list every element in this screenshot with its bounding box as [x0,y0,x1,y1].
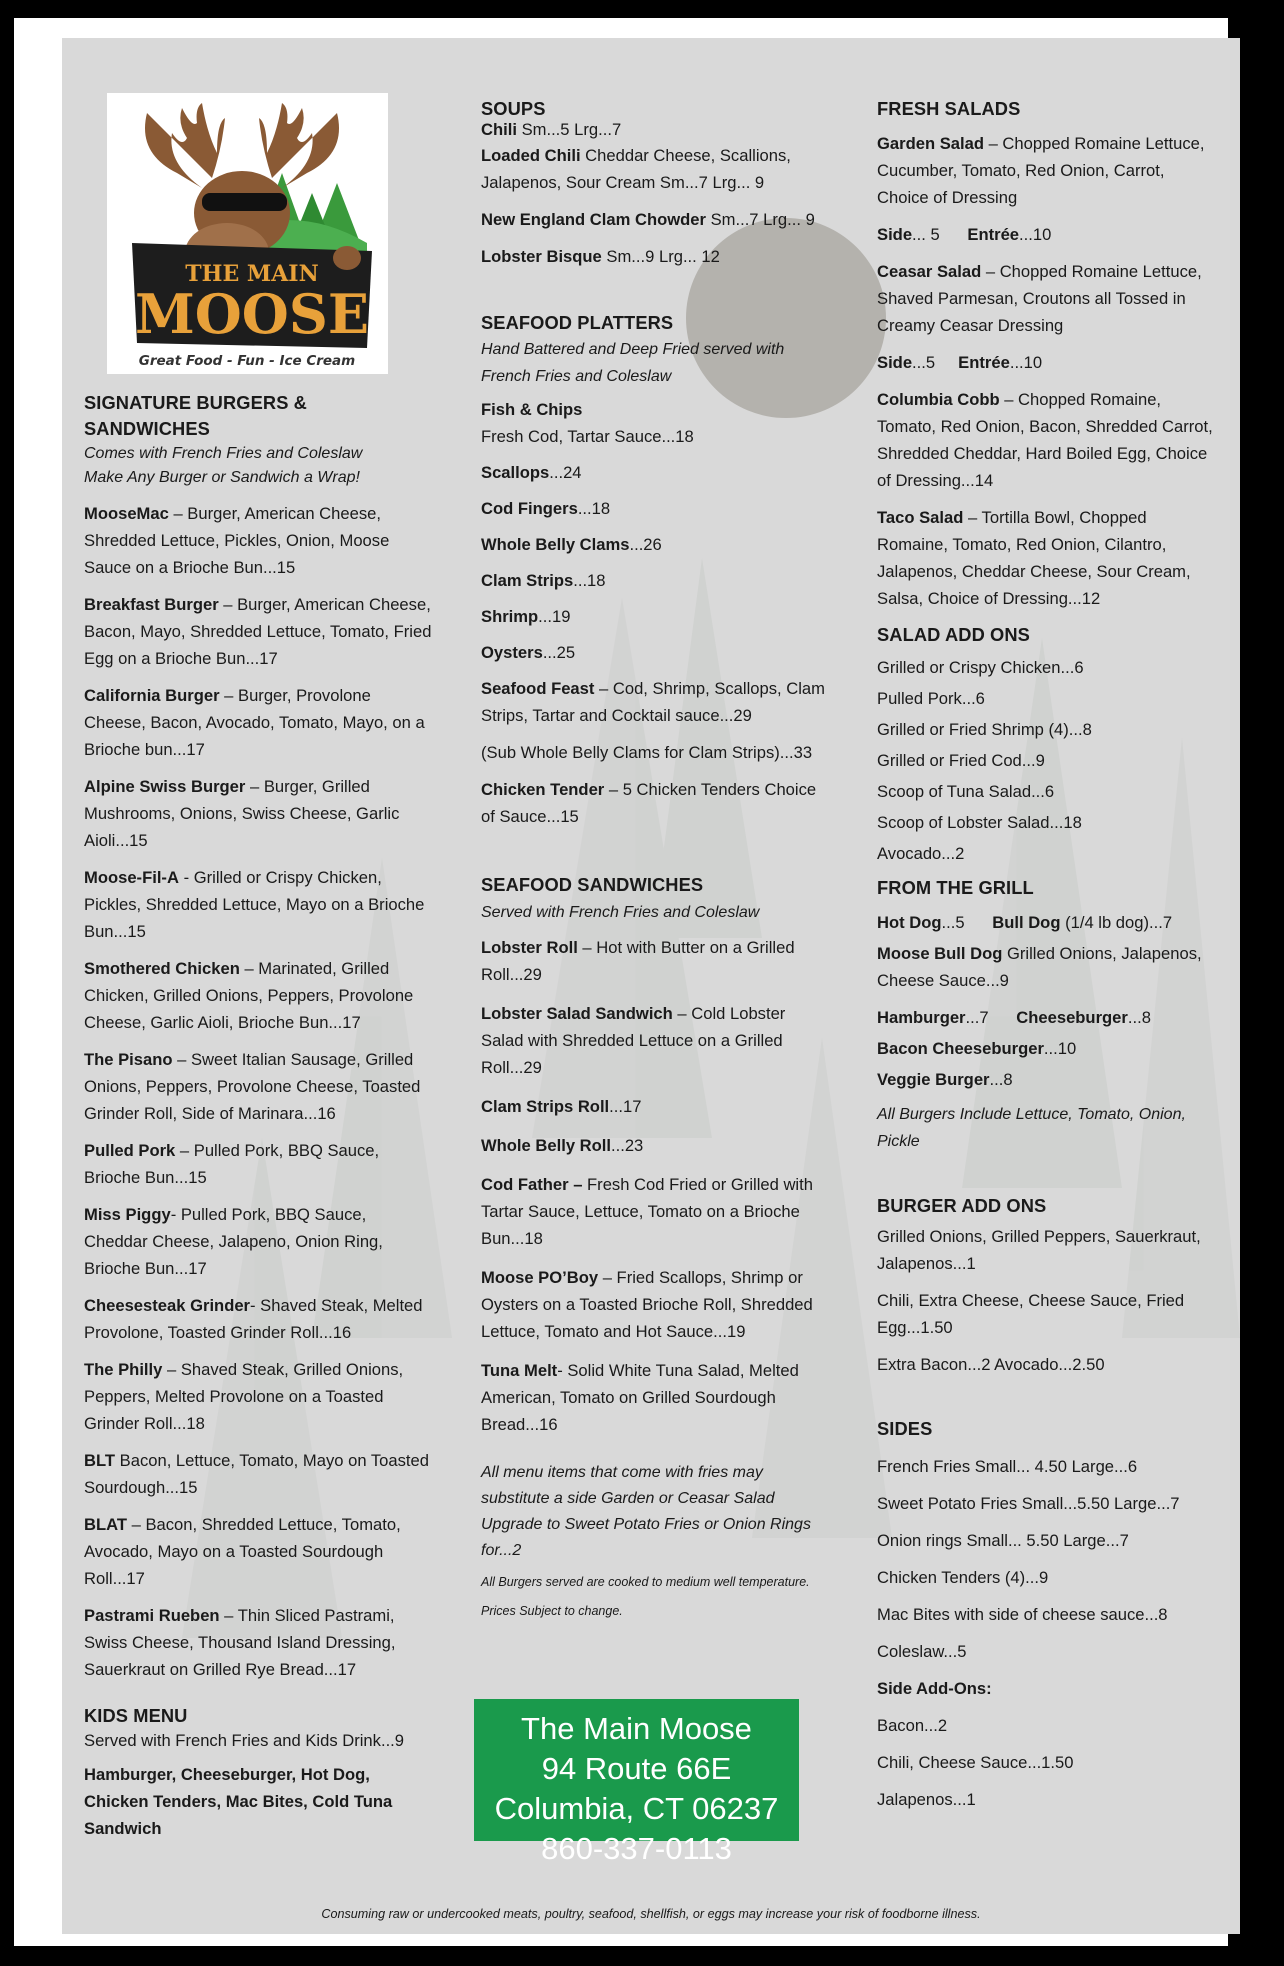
menu-item-description: Fresh Cod Fried or Grilled with Tartar Sauce, Lettuce, Tomato on a Brioche Bun...18 [481,1175,813,1248]
grill-item-moose-dog: Moose Bull Dog Grilled Onions, Jalapenos, Cheese Sauce...9 [877,944,1202,990]
menu-item-name: Smothered Chicken [84,959,240,978]
section-title-grill: FROM THE GRILL [877,877,1034,898]
list-item: Grilled Onions, Grilled Peppers, Sauerkraut, Jalapenos...1 [877,1227,1201,1273]
menu-item [481,1264,826,1345]
menu-item-description: - Pulled Pork, BBQ Sauce, Cheddar Cheese, Jalapeno, Onion Ring, Brioche Bun...17 [84,1205,383,1278]
menu-item [481,459,826,486]
menu-item-name: Miss Piggy [84,1205,171,1224]
menu-item-name: Cod Fingers [481,499,578,518]
menu-item-description: – Sweet Italian Sausage, Grilled Onions, Peppers, Provolone Cheese, Toasted Grinder Roll, Side of Marinara...16 [84,1050,421,1123]
list-item: Scoop of Tuna Salad...6 [877,782,1055,801]
menu-item [481,675,826,729]
menu-item [84,591,434,672]
cooking-note: All Burgers served are cooked to medium well temperature. [481,1575,810,1589]
platter-item-fish-desc: Fresh Cod, Tartar Sauce...18 [481,427,694,446]
prices-note: Prices Subject to change. [481,1604,623,1618]
section-title-platters: SEAFOOD PLATTERS [481,312,674,333]
menu-item [481,495,826,522]
section-title-sides: SIDES [877,1418,933,1439]
list-item: Scoop of Lobster Salad...18 [877,813,1082,832]
food-safety-disclaimer: Consuming raw or undercooked meats, poultry, seafood, shellfish, or eggs may increase your risk of foodborne illness. [321,1907,981,1921]
list-item: Pulled Pork...6 [877,689,985,708]
list-item: Avocado...2 [877,844,965,863]
section-title-burgers: SIGNATURE BURGERS & SANDWICHES [84,392,307,439]
menu-item-name: Cod Father – [481,1175,583,1194]
burgers-subtitle-1: Comes with French Fries and Coleslaw [84,445,363,462]
menu-item-name: Clam Strips Roll [481,1097,610,1116]
salad-addon-list [877,652,1217,869]
grill-item-veggie: Veggie Burger...8 [877,1070,1013,1089]
platters-subtitle: Hand Battered and Deep Fried served with French Fries and Coleslaw [481,341,785,385]
menu-item-name: Lobster Roll [481,938,578,957]
menu-item-name: Cheesesteak Grinder [84,1296,251,1315]
menu-item [481,1132,826,1159]
menu-item-description: – Bacon, Shredded Lettuce, Tomato, Avocado, Mayo on a Toasted Sourdough Roll...17 [84,1515,401,1588]
menu-item [84,1137,434,1191]
menu-item [84,500,434,581]
platter-sub-clams: (Sub Whole Belly Clams for Clam Strips)...33 [481,743,813,762]
menu-item [84,1511,434,1592]
menu-item-name: Tuna Melt [481,1361,558,1380]
menu-item-description: - Shaved Steak, Melted Provolone, Toasted Grinder Roll...16 [84,1296,423,1342]
menu-item-description: – Cod, Shrimp, Scallops, Clam Strips, Tartar and Cocktail sauce...29 [481,679,825,725]
salad-garden-prices: Side... 5 Entrée...10 [877,225,1052,244]
page-frame [14,18,1228,1946]
menu-item [84,682,434,763]
menu-item-name: Alpine Swiss Burger [84,777,246,796]
phone-number[interactable]: 860-337-0113 [541,1831,732,1866]
svg-text:Great Food - Fun - Ice Cream: Great Food - Fun - Ice Cream [138,353,356,369]
menu-item-description: – Hot with Butter on a Grilled Roll...29 [481,938,795,984]
column-middle [481,96,826,1622]
menu-item [481,603,826,630]
menu-item-description: – Shaved Steak, Grilled Onions, Peppers, Melted Provolone on a Toasted Grinder Roll...18 [84,1360,404,1433]
list-item: Bacon...2 [877,1716,948,1735]
menu-item [84,773,434,854]
soup-item: Lobster Bisque Sm...9 Lrg... 12 [481,247,720,266]
list-item: Coleslaw...5 [877,1642,967,1661]
menu-item [84,864,434,945]
menu-item [481,567,826,594]
menu-item-name: Pastrami Rueben [84,1606,220,1625]
menu-item-description: – Thin Sliced Pastrami, Swiss Cheese, Thousand Island Dressing, Sauerkraut on Grilled Rye Bread...17 [84,1606,396,1679]
menu-item [481,934,826,988]
menu-item-description: - Solid White Tuna Salad, Melted American, Tomato on Grilled Sourdough Bread...16 [481,1361,799,1434]
city-state-zip: Columbia, CT 06237 [494,1791,779,1826]
list-item: Extra Bacon...2 Avocado...2.50 [877,1355,1105,1374]
menu-item [84,1356,434,1437]
menu-item-name: The Pisano [84,1050,173,1069]
kids-subtitle: Served with French Fries and Kids Drink...9 [84,1731,405,1750]
menu-item-description: – Pulled Pork, BBQ Sauce, Brioche Bun...15 [84,1141,380,1187]
menu-item-description: – Fried Scallops, Shrimp or Oysters on a Toasted Brioche Roll, Shredded Lettuce, Tomato and Hot Sauce...19 [481,1268,813,1341]
sandwich-list [481,934,826,1438]
menu-item-name: BLAT [84,1515,128,1534]
menu-item-name: Whole Belly Clams [481,535,630,554]
side-addons-title: Side Add-Ons: [877,1679,992,1698]
svg-text:THE MAIN: THE MAIN [185,261,319,287]
sandwiches-subtitle: Served with French Fries and Coleslaw [481,904,760,921]
menu-item-name: Whole Belly Roll [481,1136,611,1155]
main-moose-logo [107,93,388,374]
menu-item [84,1447,434,1501]
substitution-note: All menu items that come with fries may substitute a side Garden or Ceasar Salad Upgrade to Sweet Potato Fries or Onion Rings for...2 [481,1464,811,1559]
list-item: Onion rings Small... 5.50 Large...7 [877,1531,1129,1550]
list-item: Sweet Potato Fries Small...5.50 Large...7 [877,1494,1180,1513]
list-item: French Fries Small... 4.50 Large...6 [877,1457,1138,1476]
menu-item-name: BLT [84,1451,116,1470]
menu-item-name: Moose-Fil-A [84,868,179,887]
menu-item-description: – Burger, Provolone Cheese, Bacon, Avocado, Tomato, Mayo, on a Brioche bun...17 [84,686,425,759]
salad-caesar-prices: Side...5 Entrée...10 [877,353,1043,372]
menu-item-description: – Burger, American Cheese, Bacon, Mayo, Shredded Lettuce, Tomato, Fried Egg on a Brioche Bun...17 [84,595,432,668]
section-title-salads: FRESH SALADS [877,98,1021,119]
soup-item: New England Clam Chowder Sm...7 Lrg... 9 [481,210,815,229]
burger-list [84,500,434,1683]
menu-item [84,1201,434,1282]
platter-item-tender: Chicken Tender – 5 Chicken Tenders Choice of Sauce...15 [481,780,817,826]
menu-item-name: Clam Strips [481,571,574,590]
soup-item: Chili Sm...5 Lrg...7 [481,120,622,139]
menu-item-description: ...25 [542,643,576,662]
menu-page [62,38,1240,1934]
soup-item: Loaded Chili Cheddar Cheese, Scallions, Jalapenos, Sour Cream Sm...7 Lrg... 9 [481,146,791,192]
grill-item-burgers: Hamburger...7 Cheeseburger...8 [877,1008,1151,1027]
menu-item [84,1602,434,1683]
salad-item-garden: Garden Salad – Chopped Romaine Lettuce, Cucumber, Tomato, Red Onion, Carrot, Choice of Dressing [877,134,1205,207]
menu-item [84,955,434,1036]
menu-item [84,1292,434,1346]
section-title-salad-addons: SALAD ADD ONS [877,624,1030,645]
menu-item-description: – Marinated, Grilled Chicken, Grilled Onions, Peppers, Provolone Cheese, Garlic Aioli, Brioche Bun...17 [84,959,414,1032]
column-right [877,96,1217,1818]
section-title-burger-addons: BURGER ADD ONS [877,1195,1047,1216]
section-title-soups: SOUPS [481,98,546,119]
kids-items: Hamburger, Cheeseburger, Hot Dog, Chicken Tenders, Mac Bites, Cold Tuna Sandwich [84,1765,393,1838]
salad-item-taco: Taco Salad – Tortilla Bowl, Chopped Romaine, Tomato, Red Onion, Cilantro, Jalapenos, Cheddar Cheese, Sour Cream, Salsa, Choice of Dressing...12 [877,508,1191,608]
menu-item [481,1093,826,1120]
menu-item-name: Moose PO’Boy [481,1268,599,1287]
list-item: Grilled or Fried Shrimp (4)...8 [877,720,1092,739]
list-item: Chicken Tenders (4)...9 [877,1568,1049,1587]
list-item: Chili, Extra Cheese, Cheese Sauce, Fried Egg...1.50 [877,1291,1185,1337]
list-item: Jalapenos...1 [877,1790,976,1809]
menu-item-description: – Burger, Grilled Mushrooms, Onions, Swiss Cheese, Garlic Aioli...15 [84,777,400,850]
menu-item-description: ...23 [611,1136,644,1155]
salad-item-cobb: Columbia Cobb – Chopped Romaine, Tomato, Red Onion, Bacon, Shredded Carrot, Shredded Cheddar, Hard Boiled Egg, Choice of Dressing...14 [877,390,1213,490]
menu-item-description: - Grilled or Crispy Chicken, Pickles, Shredded Lettuce, Mayo on a Brioche Bun...15 [84,868,425,941]
moose-mascot-icon [107,93,388,374]
menu-item [481,1000,826,1081]
list-item: Mac Bites with side of cheese sauce...8 [877,1605,1168,1624]
menu-item-name: California Burger [84,686,220,705]
menu-item-name: The Philly [84,1360,163,1379]
menu-item-description: ...19 [538,607,571,626]
menu-item-name: Scallops [481,463,550,482]
menu-item-description: – Burger, American Cheese, Shredded Lettuce, Pickles, Onion, Moose Sauce on a Brioche Bun...15 [84,504,390,577]
menu-item-name: Shrimp [481,607,539,626]
section-title-seafood-sandwiches: SEAFOOD SANDWICHES [481,874,704,895]
menu-item-name: Lobster Salad Sandwich [481,1004,673,1023]
menu-item-description: ...17 [609,1097,642,1116]
menu-item [481,1171,826,1252]
menu-item-name: Oysters [481,643,543,662]
menu-item-name: Breakfast Burger [84,595,219,614]
grill-note: All Burgers Include Lettuce, Tomato, Onion, Pickle [877,1106,1186,1150]
menu-item-description: ...18 [573,571,606,590]
menu-item-name: Seafood Feast [481,679,595,698]
menu-item-description: Bacon, Lettuce, Tomato, Mayo on Toasted Sourdough...15 [84,1451,429,1497]
menu-item [84,1046,434,1127]
burger-addon-list [877,1223,1217,1378]
sides-list [877,1448,1217,1670]
svg-text:MOOSE: MOOSE [134,282,370,346]
address-box [474,1699,799,1866]
grill-item-bacon-cheeseburger: Bacon Cheeseburger...10 [877,1039,1077,1058]
side-addon-list [877,1707,1217,1818]
restaurant-name: The Main Moose [521,1711,752,1746]
menu-item-name: MooseMac [84,504,169,523]
menu-item [481,639,826,666]
menu-item-description: – Cold Lobster Salad with Shredded Lettuce on a Grilled Roll...29 [481,1004,786,1077]
section-title-kids: KIDS MENU [84,1705,188,1726]
list-item: Chili, Cheese Sauce...1.50 [877,1753,1074,1772]
platter-item-fish: Fish & Chips [481,400,583,419]
menu-item-name: Pulled Pork [84,1141,176,1160]
street-address: 94 Route 66E [541,1751,732,1786]
platter-list [481,459,826,729]
salad-item-caesar: Ceasar Salad – Chopped Romaine Lettuce, Shaved Parmesan, Croutons all Tossed in Creamy Ceasar Dressing [877,262,1202,335]
menu-item-description: ...26 [629,535,662,554]
menu-item [481,531,826,558]
menu-item [481,1357,826,1438]
grill-item-dogs: Hot Dog...5 Bull Dog (1/4 lb dog)...7 [877,913,1173,932]
list-item: Grilled or Crispy Chicken...6 [877,658,1084,677]
burgers-subtitle-2: Make Any Burger or Sandwich a Wrap! [84,469,360,486]
menu-item-description: ...24 [549,463,582,482]
list-item: Grilled or Fried Cod...9 [877,751,1045,770]
column-left [84,390,434,1842]
menu-item-description: ...18 [577,499,611,518]
